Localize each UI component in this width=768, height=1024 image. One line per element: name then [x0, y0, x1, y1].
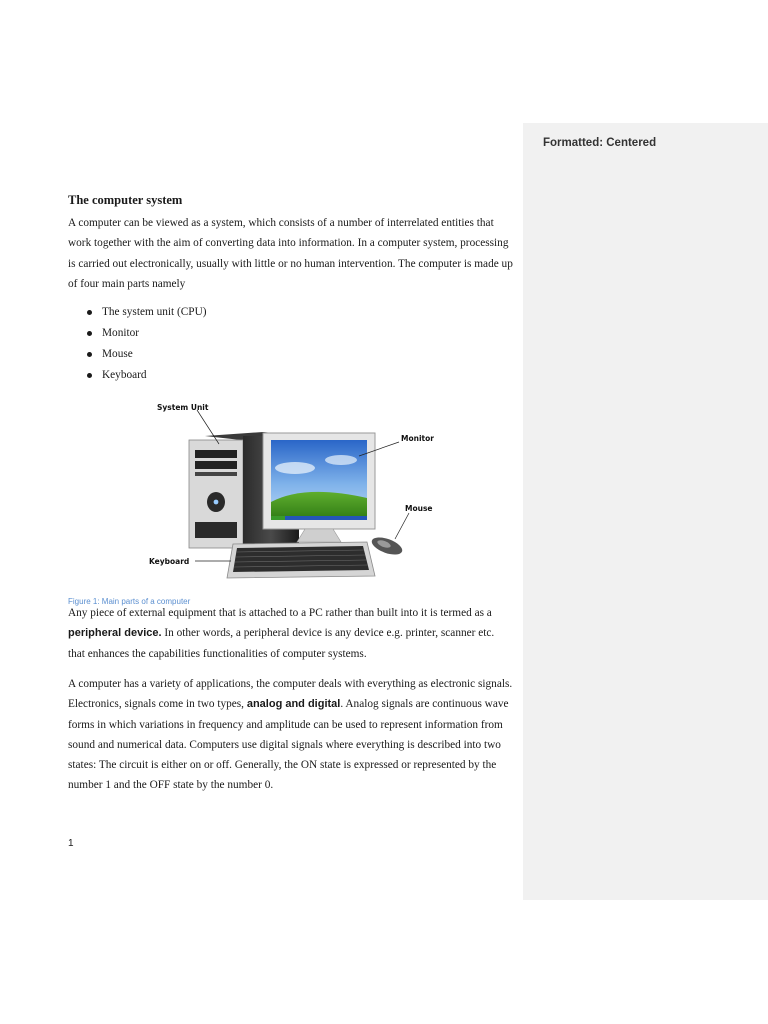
- intro-paragraph: A computer can be viewed as a system, which consists of a number of interrelated entities that work together with the aim of converting data into information. In a computer system, processing is carried out electronically, usually with little or no human intervention. The computer is made up of four main parts namely: [68, 217, 513, 290]
- bullet-icon: [87, 310, 92, 315]
- mouse-icon: [370, 534, 405, 558]
- peripheral-term: peripheral device.: [68, 627, 162, 640]
- label-monitor: Monitor: [401, 434, 434, 443]
- monitor-icon: [263, 433, 375, 542]
- keyboard-icon: [227, 542, 375, 578]
- signals-term: analog and digital: [246, 698, 341, 711]
- list-item: Keyboard: [68, 365, 207, 386]
- label-system-unit: System Unit: [157, 403, 209, 412]
- bullet-icon: [87, 373, 92, 378]
- list-item: Mouse: [68, 344, 207, 365]
- page-number: 1: [68, 838, 74, 849]
- bullet-icon: [87, 352, 92, 357]
- figure-caption: Figure 1: Main parts of a computer: [68, 597, 191, 606]
- signals-paragraph: A computer has a variety of applications, the computer deals with everything as electronic signals. Electronics, signals come in two types, analog and digital. Analog signals are continuous wave forms in which variations in frequency and amplitude can be used to represent information from sound and numerical data. Computers use digital signals where everything is described into two states: The circuit is either on or off. Generally, the ON state is expressed or represented by the number 1 and the OFF state by the number 0.: [68, 678, 513, 792]
- peripheral-paragraph: Any piece of external equipment that is attached to a PC rather than built into it is termed as a peripheral device. In other words, a peripheral device is any device e.g. printer, scanner etc. that enhances the capabilities functionalities of computer systems.: [68, 607, 495, 660]
- label-keyboard: Keyboard: [149, 557, 190, 566]
- comment-format-label: Formatted: Centered: [543, 137, 657, 149]
- bullet-icon: [87, 331, 92, 336]
- section-title: The computer system: [68, 193, 183, 207]
- parts-list: [68, 302, 207, 386]
- computer-figure: [145, 398, 445, 583]
- list-item: Monitor: [68, 323, 207, 344]
- label-mouse: Mouse: [405, 504, 433, 513]
- comments-pane: [523, 123, 768, 900]
- list-item: The system unit (CPU): [68, 302, 207, 323]
